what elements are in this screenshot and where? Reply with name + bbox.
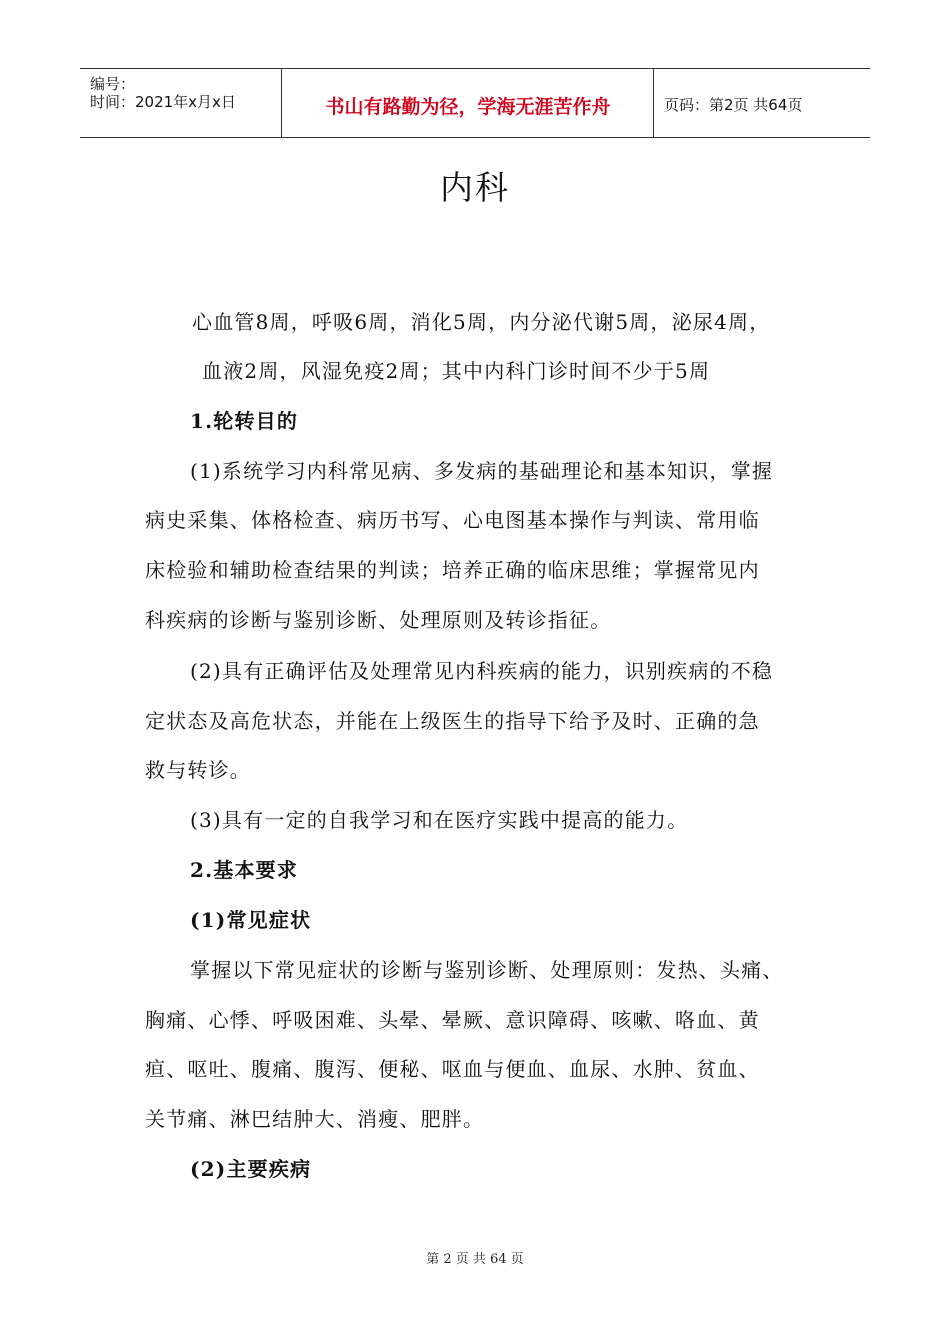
subsection-heading: (2)主要疾病 [190,1157,312,1181]
page-header [80,68,870,138]
header-meta-cell [80,69,282,137]
header-page-cell [654,69,870,137]
header-motto-cell [282,69,654,137]
page-title: 内科 [440,168,510,207]
paragraph-line: 床检验和辅助检查结果的判读；培养正确的临床思维；掌握常见内 [145,558,760,582]
header-motto: 书山有路勤为径，学海无涯苦作舟 [325,96,611,118]
paragraph-line: 血液2周，风湿免疫2周；其中内科门诊时间不少于5周 [202,359,711,383]
paragraph-line: 定状态及高危状态，并能在上级医生的指导下给予及时、正确的急 [145,709,760,733]
document-number-label: 编号： [90,75,136,93]
section-heading: 1.轮转目的 [190,409,299,433]
header-page-number: 页码：第2页 共64页 [664,96,803,114]
paragraph-line: 疸、呕吐、腹痛、腹泻、便秘、呕血与便血、血尿、水肿、贫血、 [145,1057,760,1081]
paragraph-line: 掌握以下常见症状的诊断与鉴别诊断、处理原则：发热、头痛、 [190,958,784,982]
section-heading: 2.基本要求 [190,858,299,882]
document-time-label: 时间：2021年x月x日 [90,93,236,111]
paragraph-line: (1)系统学习内科常见病、多发病的基础理论和基本知识，掌握 [190,459,774,483]
subsection-heading: (1)常见症状 [190,908,312,932]
paragraph-line: 救与转诊。 [145,758,251,782]
paragraph-line: (3)具有一定的自我学习和在医疗实践中提高的能力。 [190,808,689,832]
page-footer: 第 2 页 共 64 页 [426,1252,524,1267]
paragraph-line: 病史采集、体格检查、病历书写、心电图基本操作与判读、常用临 [145,508,760,532]
paragraph-line: 科疾病的诊断与鉴别诊断、处理原则及转诊指征。 [145,608,612,632]
paragraph-line: 关节痛、淋巴结肿大、消瘦、肥胖。 [145,1107,485,1131]
paragraph-line: 胸痛、心悸、呼吸困难、头晕、晕厥、意识障碍、咳嗽、咯血、黄 [145,1008,760,1032]
paragraph-line: (2)具有正确评估及处理常见内科疾病的能力，识别疾病的不稳 [190,659,774,683]
paragraph-line: 心血管8周，呼吸6周，消化5周，内分泌代谢5周，泌尿4周， [192,310,771,334]
